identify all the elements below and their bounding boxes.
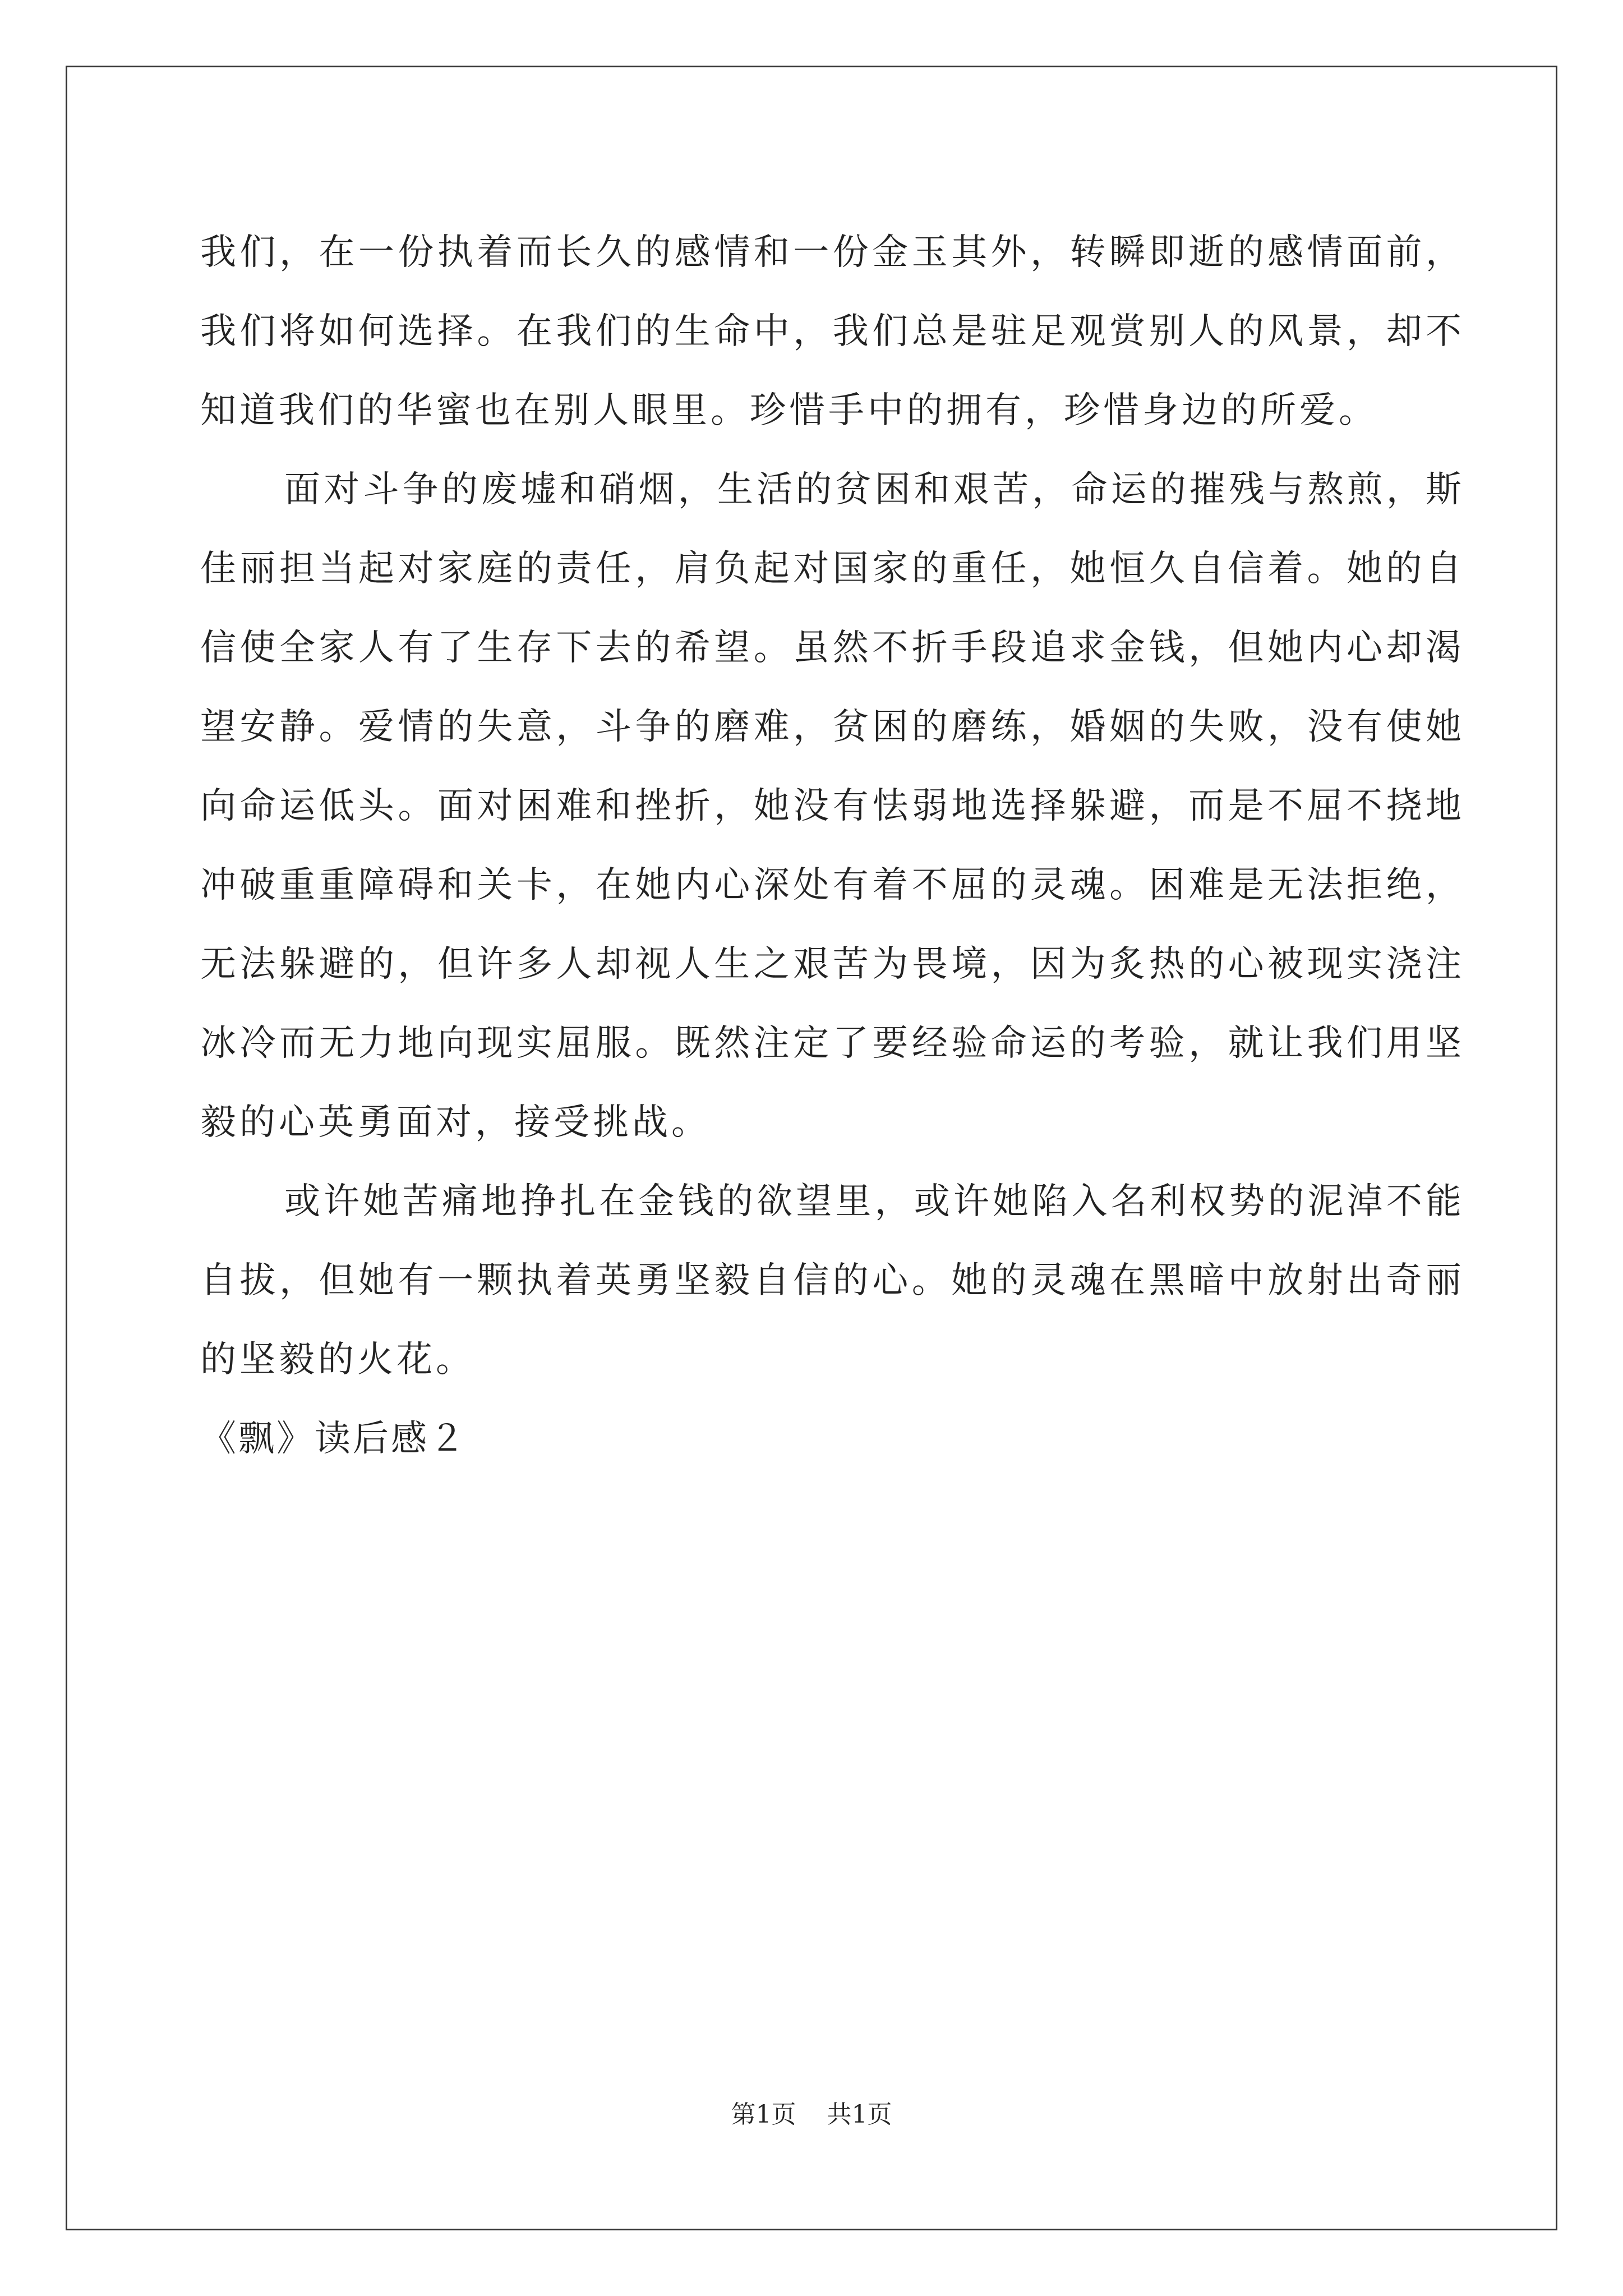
paragraph-2: 面对斗争的废墟和硝烟，生活的贫困和艰苦，命运的摧残与熬煎，斯佳丽担当起对家庭的责任，肩负起对国家的重任，她恒久自信着。她的自信使全家人有了生存下去的希望。虽然不折手段追求金钱，但她内心却渴望安静。爱情的失意，斗争的磨难，贫困的磨练，婚姻的失败，没有使她向命运低头。面对困难和挫折，她没有怯弱地选择躲避，而是不屈不挠地冲破重重障碍和关卡，在她内心深处有着不屈的灵魂。困难是无法拒绝，无法躲避的，但许多人却视人生之艰苦为畏境，因为炙热的心被现实浇注冰冷而无力地向现实屈服。既然注定了要经验命运的考验，就让我们用坚毅的心英勇面对，接受挑战。 bbox=[200, 469, 1465, 1143]
page-total: 共1页 bbox=[827, 2100, 892, 2129]
document-body bbox=[200, 213, 1465, 1479]
section-heading: 《飘》读后感２ bbox=[200, 1418, 467, 1460]
page-number: 第1页 bbox=[731, 2100, 796, 2129]
paragraph-3: 或许她苦痛地挣扎在金钱的欲望里，或许她陷入名利权势的泥淖不能自拔，但她有一颗执着英勇坚毅自信的心。她的灵魂在黑暗中放射出奇丽的坚毅的火花。 bbox=[200, 1181, 1465, 1381]
page-footer bbox=[0, 2098, 1623, 2132]
paragraph-1: 我们，在一份执着而长久的感情和一份金玉其外，转瞬即逝的感情面前，我们将如何选择。在我们的生命中，我们总是驻足观赏别人的风景，却不知道我们的华蜜也在别人眼里。珍惜手中的拥有，珍惜身边的所爱。 bbox=[200, 232, 1465, 431]
